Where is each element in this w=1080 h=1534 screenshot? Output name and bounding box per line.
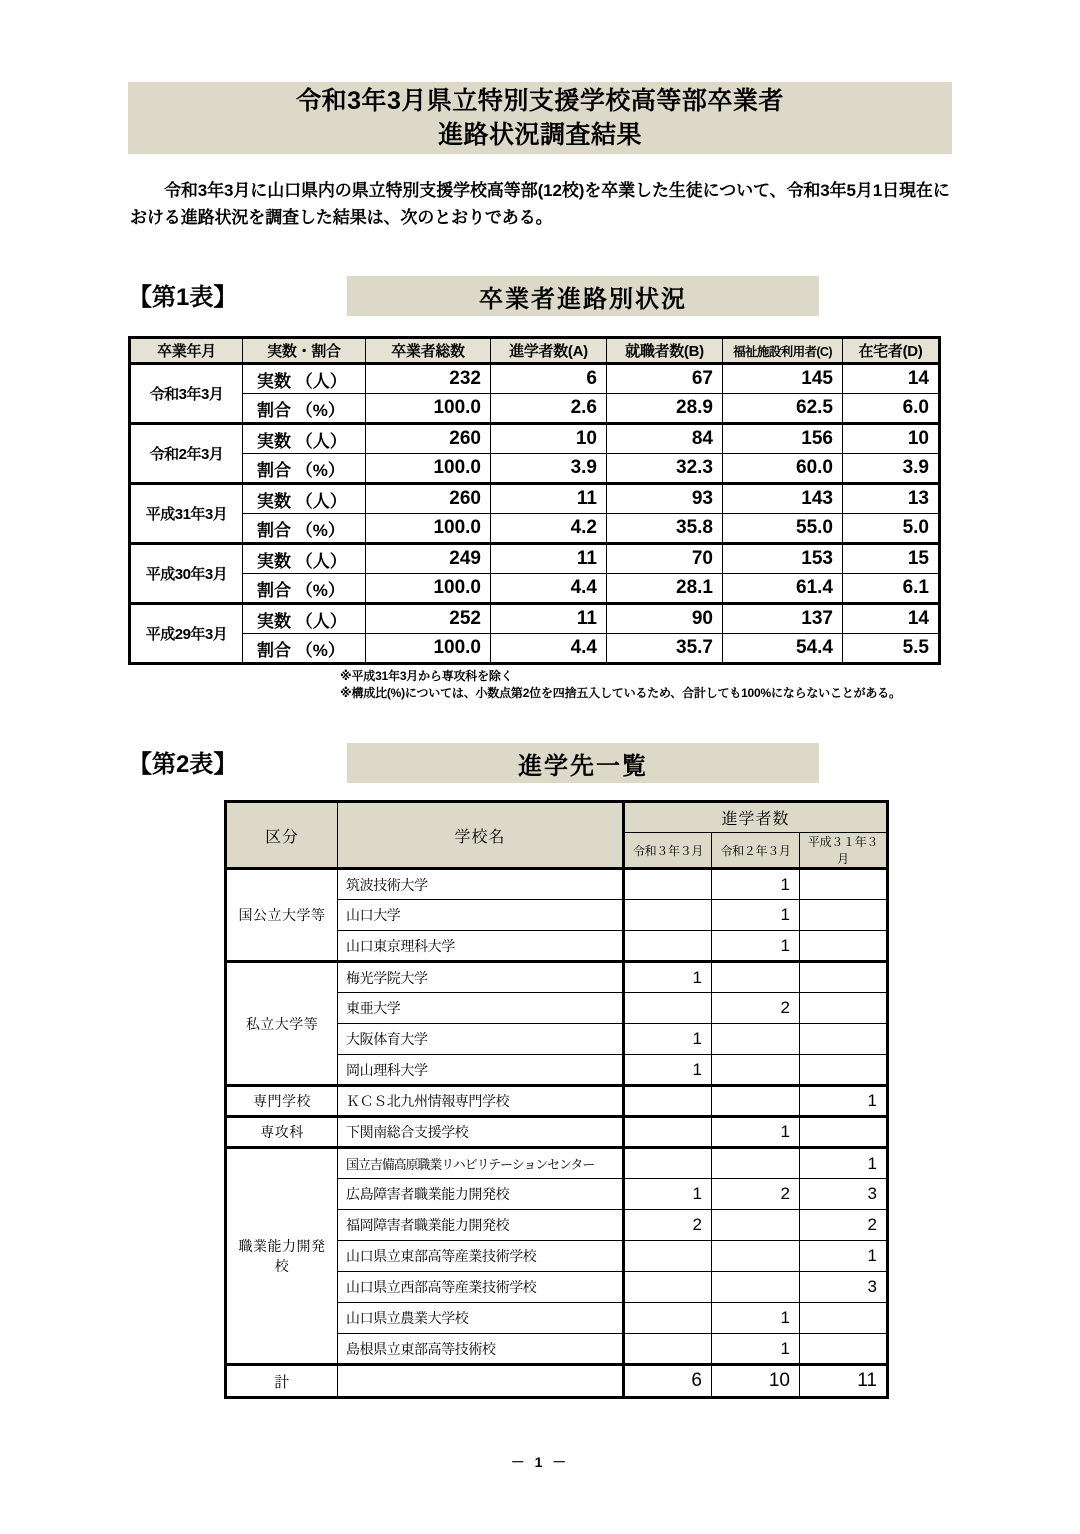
table2-col-category: 区分 xyxy=(226,802,338,869)
table2-cell-school: ＫＣＳ北九州情報専門学校 xyxy=(338,1086,624,1117)
table2-cell-count: 1 xyxy=(712,931,800,962)
table1-cell-year: 令和2年3月 xyxy=(130,424,243,484)
table1-note-2: ※構成比(%)については、小数点第2位を四捨五入しているため、合計しても100%にならないことがある。 xyxy=(340,686,901,700)
table2-header-row-1 xyxy=(226,802,888,833)
table2-cell-count: 2 xyxy=(624,1210,712,1241)
table2-cell-count xyxy=(800,869,888,900)
table2-cell-school: 国立吉備高原職業リハビリテーションセンター xyxy=(338,1148,624,1179)
table2-col-count-group: 進学者数 xyxy=(624,802,888,833)
table2-body xyxy=(226,869,888,1398)
table2-row xyxy=(226,962,888,993)
table2-cell-count: 1 xyxy=(712,1303,800,1334)
table1-cell-value: 249 xyxy=(366,544,491,574)
table1-body xyxy=(130,364,940,664)
table1-notes xyxy=(340,668,901,702)
table1-cell-value: 35.8 xyxy=(607,514,723,544)
table1-cell-kind: 割合 （%） xyxy=(243,574,366,604)
table1-cell-value: 4.4 xyxy=(491,634,607,664)
table1-cell-kind: 実数 （人） xyxy=(243,424,366,454)
table1-cell-value: 100.0 xyxy=(366,454,491,484)
advancement-destination-table xyxy=(224,800,889,1399)
table2-cell-count: 1 xyxy=(712,1334,800,1365)
table2-cell-count: 1 xyxy=(800,1086,888,1117)
table2-cell-count xyxy=(712,1210,800,1241)
document-title-line-2: 進路状況調査結果 xyxy=(437,121,642,149)
document-title-banner xyxy=(128,82,952,154)
table2-cell-school: 山口大学 xyxy=(338,900,624,931)
table1-cell-value: 67 xyxy=(607,364,723,394)
table2-cell-count xyxy=(712,1024,800,1055)
table1-row xyxy=(130,394,940,424)
table1-cell-year: 平成30年3月 xyxy=(130,544,243,604)
table1-cell-value: 6.0 xyxy=(843,394,940,424)
table1-col-advancing: 進学者数(A) xyxy=(491,338,607,364)
table1-cell-value: 100.0 xyxy=(366,394,491,424)
table2-cell-school: 山口東京理科大学 xyxy=(338,931,624,962)
table2-total-label: 計 xyxy=(226,1365,338,1398)
table1-cell-value: 153 xyxy=(723,544,843,574)
table2-cell-count: 1 xyxy=(624,1179,712,1210)
table2-cell-count: 1 xyxy=(800,1241,888,1272)
table1-cell-value: 137 xyxy=(723,604,843,634)
table2-cell-count xyxy=(624,1334,712,1365)
table1-cell-kind: 割合 （%） xyxy=(243,394,366,424)
table1-cell-value: 55.0 xyxy=(723,514,843,544)
table2-cell-school: 福岡障害者職業能力開発校 xyxy=(338,1210,624,1241)
table2-cell-count xyxy=(800,1024,888,1055)
table1-row xyxy=(130,604,940,634)
table2-cell-count xyxy=(712,1272,800,1303)
section1-label: 【第1表】 xyxy=(128,284,238,311)
table1-cell-value: 11 xyxy=(491,484,607,514)
table2-cell-count xyxy=(624,993,712,1024)
table1-cell-value: 28.9 xyxy=(607,394,723,424)
table2-container xyxy=(224,800,886,1399)
table1-col-total: 卒業者総数 xyxy=(366,338,491,364)
table2-cell-count xyxy=(624,1086,712,1117)
table1-row xyxy=(130,514,940,544)
table1-cell-value: 5.5 xyxy=(843,634,940,664)
table1-cell-value: 54.4 xyxy=(723,634,843,664)
table2-cell-count xyxy=(624,931,712,962)
table1-cell-value: 93 xyxy=(607,484,723,514)
table1-cell-kind: 実数 （人） xyxy=(243,604,366,634)
table2-cell-count: 3 xyxy=(800,1179,888,1210)
section2-banner-title: 進学先一覧 xyxy=(347,743,819,783)
table1-cell-value: 156 xyxy=(723,424,843,454)
table2-cell-count: 1 xyxy=(624,1055,712,1086)
table2-total-spacer xyxy=(338,1365,624,1398)
table1-cell-value: 28.1 xyxy=(607,574,723,604)
table1-cell-kind: 割合 （%） xyxy=(243,634,366,664)
table2-cell-count xyxy=(800,993,888,1024)
intro-text: 令和3年3月に山口県内の県立特別支援学校高等部(12校)を卒業した生徒について、令和3年5月1日現在における進路状況を調査した結果は、次のとおりである。 xyxy=(130,181,950,227)
table2-cell-count xyxy=(800,1303,888,1334)
table1-cell-kind: 割合 （%） xyxy=(243,454,366,484)
table2-cell-count: 3 xyxy=(800,1272,888,1303)
table2-cell-school: 広島障害者職業能力開発校 xyxy=(338,1179,624,1210)
table2-cell-count xyxy=(624,1272,712,1303)
table2-row xyxy=(226,1148,888,1179)
table2-total-count: 6 xyxy=(624,1365,712,1398)
table2-cell-count xyxy=(800,1117,888,1148)
table2-cell-school: 東亜大学 xyxy=(338,993,624,1024)
table2-row xyxy=(226,1117,888,1148)
table1-cell-year: 平成31年3月 xyxy=(130,484,243,544)
table2-cell-count xyxy=(712,1148,800,1179)
table2-cell-count xyxy=(800,962,888,993)
table2-cell-count xyxy=(712,1055,800,1086)
table1-cell-value: 143 xyxy=(723,484,843,514)
table2-cell-count xyxy=(624,900,712,931)
table1-cell-value: 145 xyxy=(723,364,843,394)
table1-row xyxy=(130,544,940,574)
table1-cell-value: 4.4 xyxy=(491,574,607,604)
table1-cell-value: 10 xyxy=(843,424,940,454)
table2-col-year-2020: 令和２年３月 xyxy=(712,833,800,869)
table2-cell-count: 1 xyxy=(712,1117,800,1148)
table2-cell-count xyxy=(800,931,888,962)
table2-cell-count: 1 xyxy=(800,1148,888,1179)
table1-cell-value: 6.1 xyxy=(843,574,940,604)
table2-cell-category: 国公立大学等 xyxy=(226,869,338,962)
section2-label: 【第2表】 xyxy=(128,751,238,778)
page-number-footer: － 1 － xyxy=(510,1454,570,1470)
table2-cell-category: 職業能力開発校 xyxy=(226,1148,338,1365)
intro-paragraph xyxy=(130,177,956,231)
table2-cell-category: 専門学校 xyxy=(226,1086,338,1117)
table2-cell-count: 1 xyxy=(624,962,712,993)
document-title-line-1: 令和3年3月県立特別支援学校高等部卒業者 xyxy=(296,87,784,115)
table2-row xyxy=(226,869,888,900)
table1-cell-value: 4.2 xyxy=(491,514,607,544)
table1-cell-value: 11 xyxy=(491,544,607,574)
table1-col-year: 卒業年月 xyxy=(130,338,243,364)
table2-cell-school: 筑波技術大学 xyxy=(338,869,624,900)
table2-col-school: 学校名 xyxy=(338,802,624,869)
table1-cell-value: 260 xyxy=(366,424,491,454)
table1-cell-value: 62.5 xyxy=(723,394,843,424)
table2-cell-count: 2 xyxy=(800,1210,888,1241)
table1-cell-value: 14 xyxy=(843,364,940,394)
table2-cell-count: 2 xyxy=(712,993,800,1024)
table2-cell-category: 私立大学等 xyxy=(226,962,338,1086)
table1-cell-kind: 実数 （人） xyxy=(243,544,366,574)
table1-cell-kind: 割合 （%） xyxy=(243,514,366,544)
table2-cell-school: 山口県立東部高等産業技術学校 xyxy=(338,1241,624,1272)
table1-cell-value: 90 xyxy=(607,604,723,634)
table1-cell-value: 60.0 xyxy=(723,454,843,484)
table1-cell-value: 100.0 xyxy=(366,634,491,664)
table2-cell-count xyxy=(800,1334,888,1365)
table2-cell-count xyxy=(624,1241,712,1272)
table1-container xyxy=(128,336,938,665)
table2-cell-count xyxy=(712,962,800,993)
table1-col-kind: 実数・割合 xyxy=(243,338,366,364)
table1-col-athome: 在宅者(D) xyxy=(843,338,940,364)
table1-cell-value: 3.9 xyxy=(843,454,940,484)
table1-row xyxy=(130,454,940,484)
table1-row xyxy=(130,574,940,604)
table1-header-row xyxy=(130,338,940,364)
table2-cell-count xyxy=(712,1241,800,1272)
table2-total-count: 11 xyxy=(800,1365,888,1398)
table2-cell-school: 岡山理科大学 xyxy=(338,1055,624,1086)
table2-cell-count xyxy=(712,1086,800,1117)
table2-cell-count: 2 xyxy=(712,1179,800,1210)
table1-cell-value: 5.0 xyxy=(843,514,940,544)
table1-cell-value: 11 xyxy=(491,604,607,634)
table2-cell-school: 山口県立農業大学校 xyxy=(338,1303,624,1334)
table1-cell-kind: 実数 （人） xyxy=(243,484,366,514)
table1-note-1: ※平成31年3月から専攻科を除く xyxy=(340,669,513,683)
table2-col-year-2021: 令和３年３月 xyxy=(624,833,712,869)
table1-cell-kind: 実数 （人） xyxy=(243,364,366,394)
table1-cell-value: 100.0 xyxy=(366,514,491,544)
table2-cell-school: 下関南総合支援学校 xyxy=(338,1117,624,1148)
table2-cell-category: 専攻科 xyxy=(226,1117,338,1148)
table1-cell-value: 70 xyxy=(607,544,723,574)
graduate-destination-table xyxy=(128,336,941,665)
table1-cell-value: 232 xyxy=(366,364,491,394)
table1-cell-value: 10 xyxy=(491,424,607,454)
table1-row xyxy=(130,424,940,454)
table2-cell-count xyxy=(624,1117,712,1148)
table1-col-welfare: 福祉施設利用者(C) xyxy=(723,338,843,364)
table1-cell-value: 6 xyxy=(491,364,607,394)
table2-cell-count: 1 xyxy=(712,900,800,931)
table1-cell-value: 15 xyxy=(843,544,940,574)
table2-cell-count xyxy=(624,1148,712,1179)
table1-row xyxy=(130,484,940,514)
table2-total-count: 10 xyxy=(712,1365,800,1398)
table1-cell-value: 13 xyxy=(843,484,940,514)
table1-cell-value: 260 xyxy=(366,484,491,514)
table1-cell-value: 252 xyxy=(366,604,491,634)
table2-cell-school: 島根県立東部高等技術校 xyxy=(338,1334,624,1365)
table2-row xyxy=(226,1086,888,1117)
table1-col-employed: 就職者数(B) xyxy=(607,338,723,364)
table1-cell-value: 2.6 xyxy=(491,394,607,424)
table2-total-row xyxy=(226,1365,888,1398)
table2-cell-count xyxy=(800,900,888,931)
table2-cell-count xyxy=(624,869,712,900)
table2-cell-count: 1 xyxy=(712,869,800,900)
table1-cell-value: 84 xyxy=(607,424,723,454)
table1-row xyxy=(130,364,940,394)
table2-cell-school: 大阪体育大学 xyxy=(338,1024,624,1055)
table1-cell-value: 3.9 xyxy=(491,454,607,484)
table2-cell-count xyxy=(800,1055,888,1086)
table1-cell-value: 100.0 xyxy=(366,574,491,604)
table2-cell-school: 山口県立西部高等産業技術学校 xyxy=(338,1272,624,1303)
table1-cell-value: 61.4 xyxy=(723,574,843,604)
table1-cell-value: 35.7 xyxy=(607,634,723,664)
table1-cell-year: 令和3年3月 xyxy=(130,364,243,424)
table2-col-year-2019: 平成３１年３月 xyxy=(800,833,888,869)
table1-row xyxy=(130,634,940,664)
table2-cell-count xyxy=(624,1303,712,1334)
table2-cell-school: 梅光学院大学 xyxy=(338,962,624,993)
table2-cell-count: 1 xyxy=(624,1024,712,1055)
table1-cell-value: 14 xyxy=(843,604,940,634)
section1-banner-title: 卒業者進路別状況 xyxy=(347,276,819,316)
table1-cell-value: 32.3 xyxy=(607,454,723,484)
table1-cell-year: 平成29年3月 xyxy=(130,604,243,664)
